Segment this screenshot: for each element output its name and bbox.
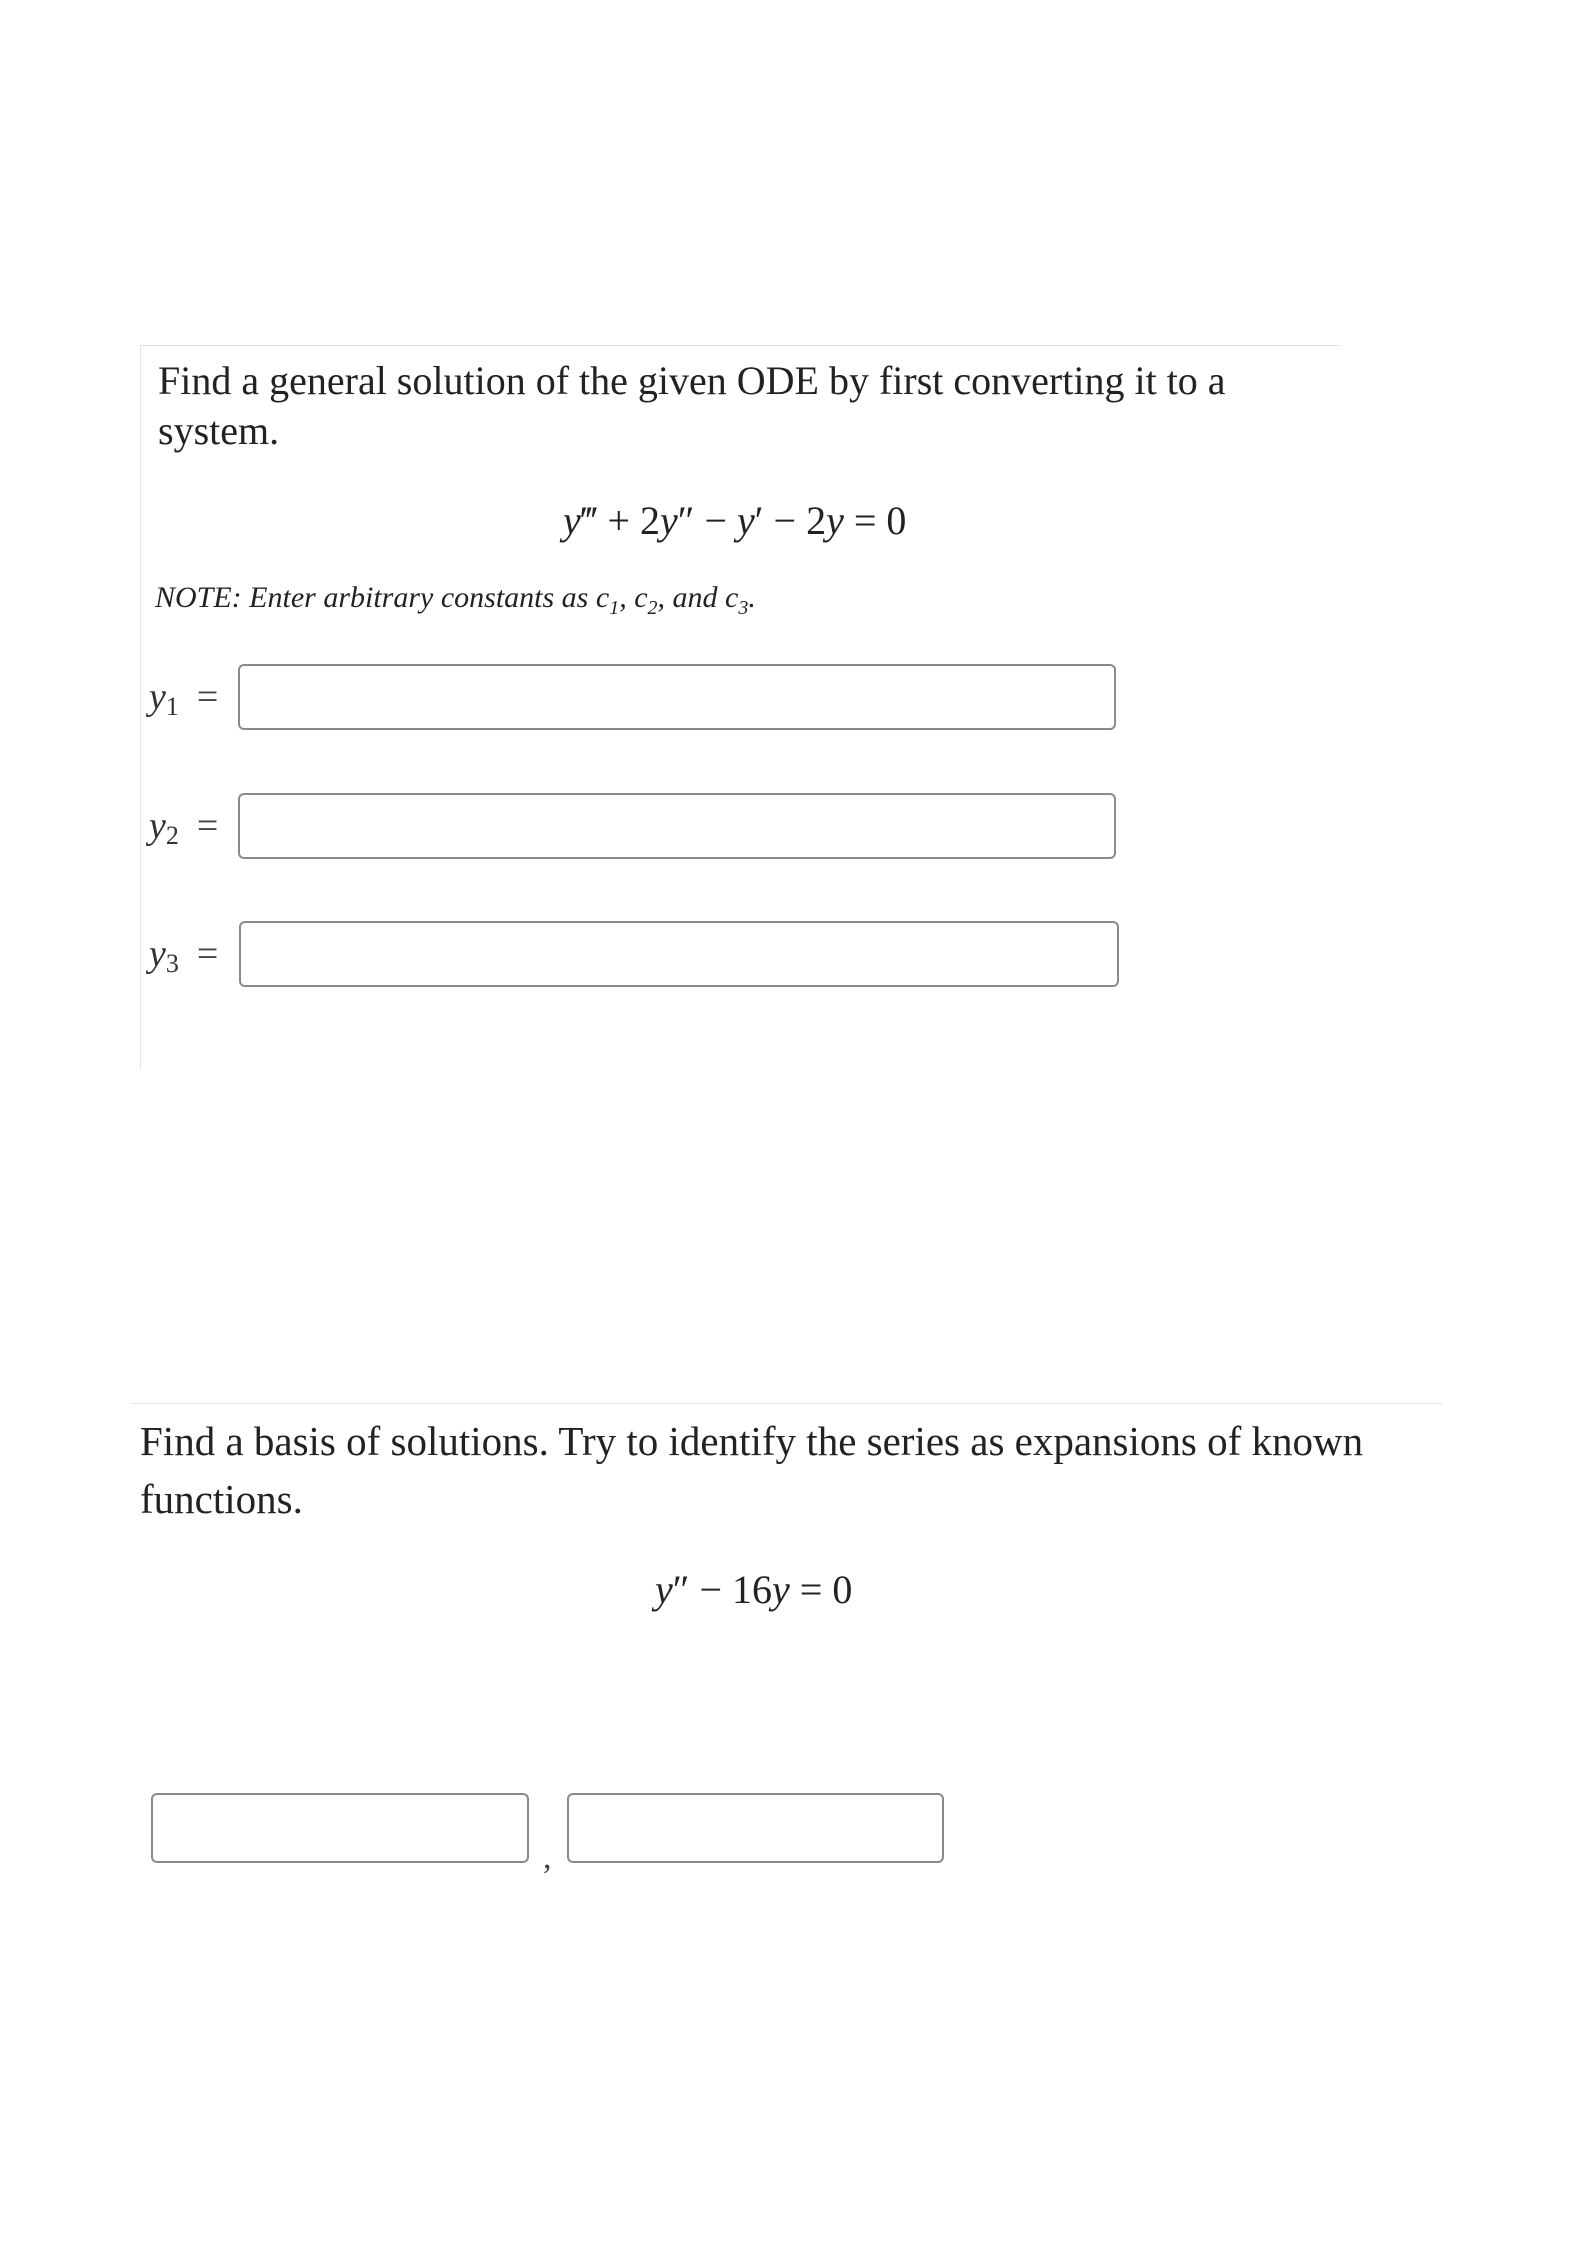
note-c3: c bbox=[725, 581, 739, 614]
eq2-term-y1: y bbox=[655, 1567, 673, 1612]
note-sep-1: , bbox=[619, 581, 635, 614]
y2-input[interactable] bbox=[238, 793, 1116, 859]
eq1-rhs: = 0 bbox=[843, 498, 907, 543]
y2-subscript: 2 bbox=[165, 821, 179, 850]
note-c3-sub: 3 bbox=[738, 597, 749, 619]
answer-row-y2 bbox=[141, 793, 1341, 861]
eq1-primes-1: ‴ bbox=[580, 498, 598, 543]
eq2-op-1: − 16 bbox=[689, 1567, 772, 1612]
problem-2-equation bbox=[655, 1565, 852, 1615]
eq2-primes-1: ″ bbox=[672, 1567, 690, 1612]
problem-2-instruction: Find a basis of solutions. Try to identify the series as expansions of known functions. bbox=[140, 1418, 1364, 1522]
eq1-op-2: − bbox=[694, 498, 737, 543]
eq1-term-y1: y bbox=[563, 498, 581, 543]
eq1-op-3: − 2 bbox=[763, 498, 827, 543]
note-sep-2: , and bbox=[657, 581, 726, 614]
y3-input[interactable] bbox=[239, 921, 1119, 987]
eq1-term-y2: y bbox=[660, 498, 678, 543]
y2-label bbox=[149, 801, 218, 855]
y1-var: y bbox=[149, 676, 166, 718]
y1-label bbox=[149, 672, 218, 726]
y3-var: y bbox=[149, 933, 166, 975]
problem-2-divider bbox=[132, 1403, 1442, 1404]
y1-subscript: 1 bbox=[165, 692, 179, 721]
eq2-rhs: = 0 bbox=[789, 1567, 853, 1612]
eq2-term-y2: y bbox=[772, 1567, 790, 1612]
basis-separator: , bbox=[543, 1839, 552, 1876]
problem-1-equation bbox=[563, 496, 906, 546]
constants-note bbox=[155, 578, 756, 628]
eq1-primes-3: ′ bbox=[754, 498, 764, 543]
note-end: . bbox=[748, 581, 756, 614]
note-c2: c bbox=[634, 581, 648, 614]
basis-solution-1-input[interactable] bbox=[151, 1793, 529, 1863]
y2-var: y bbox=[149, 805, 166, 847]
eq1-term-y3: y bbox=[737, 498, 755, 543]
eq1-op-1: + 2 bbox=[597, 498, 660, 543]
note-c1: c bbox=[595, 581, 610, 614]
y3-label bbox=[149, 929, 218, 983]
y3-equals: = bbox=[196, 933, 219, 975]
y2-equals: = bbox=[196, 805, 219, 847]
answer-row-y1 bbox=[141, 664, 1341, 732]
eq1-term-y4: y bbox=[826, 498, 844, 543]
problem-1-panel bbox=[140, 345, 1340, 1070]
problem-1-instruction: Find a general solution of the given ODE by first converting it to a system. bbox=[158, 358, 1226, 453]
note-c1-sub: 1 bbox=[609, 597, 620, 619]
answer-row-y3 bbox=[141, 921, 1341, 989]
y3-subscript: 3 bbox=[165, 949, 179, 978]
eq1-primes-2: ″ bbox=[677, 498, 695, 543]
y1-equals: = bbox=[196, 676, 219, 718]
note-c2-sub: 2 bbox=[647, 597, 658, 619]
basis-solution-2-input[interactable] bbox=[567, 1793, 944, 1863]
y1-input[interactable] bbox=[238, 664, 1116, 730]
note-prefix: NOTE: Enter arbitrary constants as bbox=[155, 581, 596, 614]
